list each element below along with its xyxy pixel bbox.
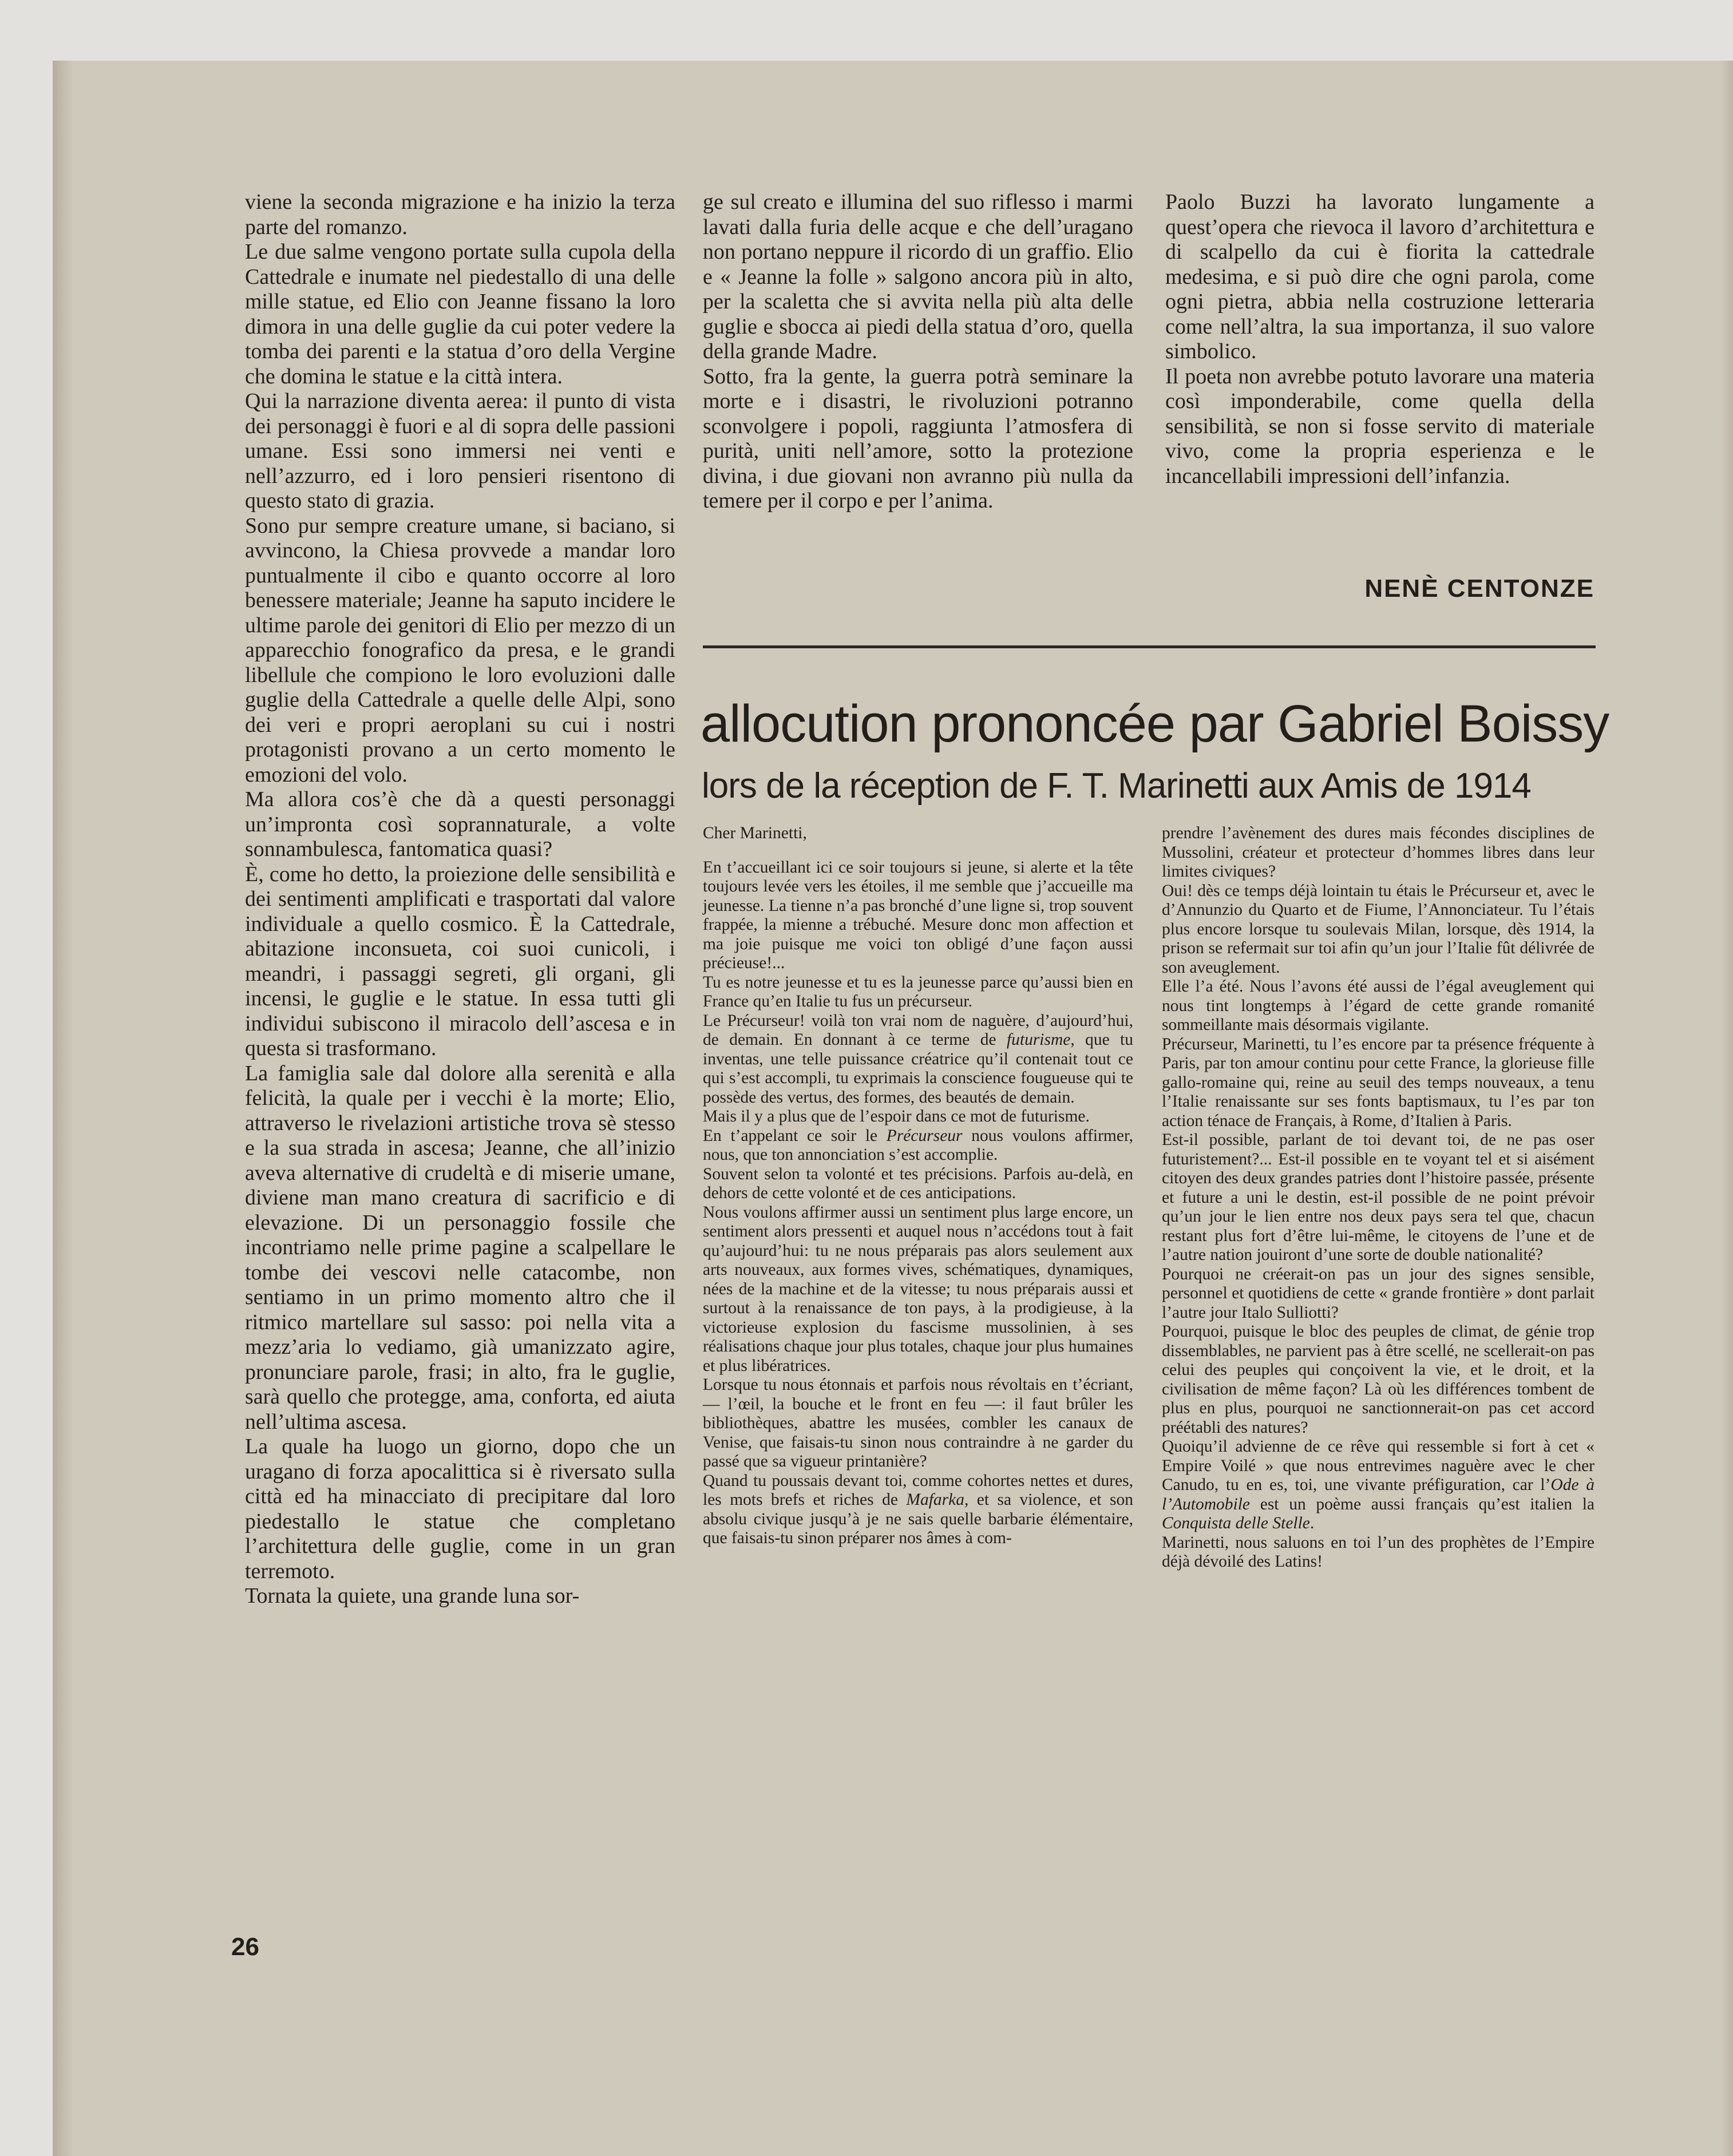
italian-column-2 bbox=[703, 190, 1133, 514]
salutation: Cher Marinetti, bbox=[703, 824, 807, 842]
paragraph: Pourquoi ne créerait-on pas un jour des signes sensible, personnel et quotidiens de cette « grande frontière » dont parlait l’autre jour Italo Sulliotti? bbox=[1162, 1265, 1594, 1322]
article-headline: allocution prononcée par Gabriel Boissy bbox=[701, 695, 1609, 753]
paragraph: Quoiqu’il advienne de ce rêve qui ressemble si fort à cet « Empire Voilé » que nous entrevimes naguère avec le cher Canudo, tu en es, toi, une vivante préfiguration, car l’Ode à l’Automobile est un poème aussi français qu’est italien la Conquista delle Stelle. bbox=[1162, 1437, 1594, 1532]
paragraph: Souvent selon ta volonté et tes précisions. Parfois au-delà, en dehors de cette volonté et de ces anticipations. bbox=[703, 1164, 1133, 1202]
paragraph: Sotto, fra la gente, la guerra potrà seminare la morte e i disastri, le rivoluzioni potranno sconvolgere i popoli, raggiunta l’atmosfera di purità, uniti nell’amore, sotto la protezione divina, i due giovani non avranno più nulla da temere per il corpo e per l’anima. bbox=[703, 364, 1133, 513]
paragraph: En t’accueillant ici ce soir toujours si jeune, si alerte et la tête toujours levée vers les étoiles, il me semble que j’accueille ma jeunesse. La tienne n’a pas bronché d’une ligne si, trop souvent frappée, la mienne a trébuché. Mesure donc mon affection et ma joie puisque me voici ton obligé d’une façon aussi précieuse!... bbox=[703, 858, 1133, 972]
italian-column-1 bbox=[245, 190, 675, 1609]
paragraph: La quale ha luogo un giorno, dopo che un uragano di forza apocalittica si è riversato sulla città ed ha minacciato di precipitare dal loro piedestallo le statue che completano l’architettura delle guglie, come in un gran terremoto. bbox=[245, 1434, 675, 1583]
paragraph: Il poeta non avrebbe potuto lavorare una materia così imponderabile, come quella della sensibilità, se non si fosse servito di materiale vivo, come la propria esperienza e le incancellabili impressioni dell’infanzia. bbox=[1165, 364, 1594, 488]
page-number: 26 bbox=[231, 1933, 259, 1961]
paragraph: La famiglia sale dal dolore alla serenità e alla felicità, la quale per i vecchi è la morte; Elio, attraverso le rivelazioni artistiche trova sè stesso e la sua strada in ascesa; Jeanne, che all’inizio aveva alternative di crudeltà e di miserie umane, diviene man mano creatura di sacrificio e di elevazione. Di un personaggio fossile che incontriamo nelle prime pagine a scalpellare le tombe dei vescovi nelle catacombe, non sentiamo in un primo momento altro che il ritmico martellare sul sasso: poi nella vita a mezz’aria lo vediamo, già umanizzato agire, pronunciare parole, frasi; in alto, fra le guglie, sarà quello che protegge, ama, conforta, ed aiuta nell’ultima ascesa. bbox=[245, 1061, 675, 1434]
paragraph: En t’appelant ce soir le Précurseur nous voulons affirmer, nous, que ton annonciation s’est accomplie. bbox=[703, 1126, 1133, 1164]
paragraph: Marinetti, nous saluons en toi l’un des prophètes de l’Empire déjà dévoilé des Latins! bbox=[1162, 1533, 1594, 1571]
binding-spine bbox=[56, 61, 73, 2156]
paragraph: Tornata la quiete, una grande luna sor- bbox=[245, 1584, 580, 1608]
french-column-2 bbox=[1162, 824, 1594, 1572]
paragraph: viene la seconda migrazione e ha inizio la terza parte del romanzo. bbox=[245, 190, 675, 239]
paragraph: Sono pur sempre creature umane, si baciano, si avvincono, la Chiesa provvede a mandar loro puntualmente il cibo e quanto occorre al loro benessere materiale; Jeanne ha saputo incidere le ultime parole dei genitori di Elio per mezzo di un apparecchio fonografico da presa, e le grandi libellule che compiono le loro evoluzioni dalle guglie della Cattedrale a quelle delle Alpi, sono dei veri e propri aeroplani su cui i nostri protagonisti provano a un certo momento le emozioni del volo. bbox=[245, 513, 675, 787]
paragraph: Paolo Buzzi ha lavorato lungamente a quest’opera che rievoca il lavoro d’architettura e di scalpello da cui è fiorita la cattedrale medesima, e si può dire che ogni parola, come ogni pietra, abbia nella costruzione letteraria come nell’altra, la sua importanza, il suo valore simbolico. bbox=[1165, 190, 1594, 363]
paragraph: Le due salme vengono portate sulla cupola della Cattedrale e inumate nel piedestallo di una delle mille statue, ed Elio con Jeanne fissano la loro dimora in una delle guglie da cui poter vedere la tomba dei parenti e la statua d’oro della Vergine che domina le statue e la città intera. bbox=[245, 240, 675, 389]
article-subheadline: lors de la réception de F. T. Marinetti aux Amis de 1914 bbox=[702, 766, 1531, 806]
paragraph: Précurseur, Marinetti, tu l’es encore par ta présence fréquente à Paris, par ton amour continu pour cette France, la glorieuse fille gallo-romaine qui, reine au seuil des temps nouveaux, a tenu l’Italie renaissante sur ses fonts baptismaux, tu l’es par ton action ténace de Français, à Rome, d’Italien à Paris. bbox=[1162, 1035, 1594, 1130]
paragraph: È, come ho detto, la proiezione delle sensibilità e dei sentimenti amplificati e trasportati dal valore individuale a quello cosmico. È la Cattedrale, abitazione inconsueta, coi suoi cunicoli, i meandri, i passaggi segreti, gli organi, gli incensi, le guglie e le statue. In essa tutti gli individui subiscono il miracolo dell’ascesa e in questa si trasformano. bbox=[245, 862, 675, 1060]
paragraph: prendre l’avènement des dures mais fécondes disciplines de Mussolini, créateur et protecteur d’hommes libres dans leur limites civiques? bbox=[1162, 824, 1594, 881]
page-edge bbox=[1720, 61, 1733, 2156]
paragraph: Ma allora cos’è che dà a questi personaggi un’impronta così soprannaturale, a volte sonnambulesca, fantomatica quasi? bbox=[245, 787, 675, 861]
paragraph: Quand tu poussais devant toi, comme cohortes nettes et dures, les mots brefs et riches de Mafarka, et sa violence, et son absolu civique jusqu’à je ne sais quelle barbarie élémentaire, que faisais-tu sinon préparer nos âmes à com- bbox=[703, 1471, 1134, 1547]
paragraph: Elle l’a été. Nous l’avons été aussi de l’égal aveuglement qui nous tint longtemps à l’égard de cette grande romanité sommeillante mais désormais vigilante. bbox=[1162, 977, 1594, 1034]
paragraph: ge sul creato e illumina del suo riflesso i marmi lavati dalla furia delle acque e che dell’uragano non portano neppure il ricordo di un graffio. Elio e « Jeanne la folle » salgono ancora più in alto, per la scaletta che si avvita nella più alta delle guglie e sbocca ai piedi della statua d’oro, quella della grande Madre. bbox=[703, 190, 1133, 363]
paragraph: Qui la narrazione diventa aerea: il punto di vista dei personaggi è fuori e al di sopra delle passioni umane. Essi sono immersi nei venti e nell’azzurro, ed i loro pensieri risentono di questo stato di grazia. bbox=[245, 389, 675, 513]
paragraph: Pourquoi, puisque le bloc des peuples de climat, de génie trop dissemblables, ne parvient pas à être scellé, ne scellerait-on pas celui des peuples qui conçoivent la vie, et le droit, et la civilisation de même façon? Là où les différences tombent de plus en plus, pourquoi ne sanctionnerait-on pas cet accord préétabli des natures? bbox=[1162, 1322, 1594, 1437]
italian-column-3 bbox=[1165, 190, 1594, 489]
paragraph: Mais il y a plus que de l’espoir dans ce mot de futurisme. bbox=[703, 1107, 1090, 1125]
paragraph: Lorsque tu nous étonnais et parfois nous révoltais en t’écriant, — l’œil, la bouche et le front en feu —: il faut brûler les bibliothèques, abattre les musées, combler les canaux de Venise, que faisais-tu sinon nous contraindre à ne garder du passé que sa vigueur printanière? bbox=[703, 1376, 1133, 1471]
paragraph: Le Précurseur! voilà ton vrai nom de naguère, d’aujourd’hui, de demain. En donnant à ce terme de futurisme, que tu inventas, une telle puissance créatrice qu’il contenait tout ce qui s’est accompli, tu exprimais la conscience fougueuse qui te possède des vertus, des formes, des beautés de demain. bbox=[703, 1011, 1133, 1107]
section-divider bbox=[703, 645, 1596, 648]
french-column-1 bbox=[703, 824, 1133, 1548]
paragraph: Est-il possible, parlant de toi devant toi, de ne pas oser futuristement?... Est-il possible en te voyant tel et si aisément citoyen des deux grandes patries dont l’histoire passée, présente et future a uni le destin, est-il possible de ne point prévoir qu’un jour le lien entre nos deux pays sera tel que, chacun restant plus fort d’être lui-même, le citoyens de l’une et de l’autre nation jouiront d’une sorte de double nationalité? bbox=[1162, 1131, 1594, 1264]
author-signature: NENÈ CENTONZE bbox=[1364, 574, 1594, 603]
paragraph: Nous voulons affirmer aussi un sentiment plus large encore, un sentiment alors pressenti et auquel nous n’accédons tout à fait qu’aujourd’hui: tu ne nous préparais pas alors seulement aux arts nouveaux, aux formes vives, schématiques, dynamiques, nées de la machine et de la vitesse; tu nous préparais aussi et surtout à la renaissance de ton pays, à la prodigieuse, à la victorieuse explosion du fascisme mussolinien, à ses réalisations chaque jour plus totales, chaque jour plus humaines et plus libératrices. bbox=[703, 1203, 1133, 1375]
paragraph: Oui! dès ce temps déjà lointain tu étais le Précurseur et, avec le d’Annunzio du Quarto et de Fiume, l’Annonciateur. Tu l’étais plus encore lorsque tu soulevais Milan, lorsque, dès 1914, la prison se refermait sur toi afin qu’un jour l’Italie fût délivrée de son aveuglement. bbox=[1162, 881, 1594, 977]
paragraph: Tu es notre jeunesse et tu es la jeunesse parce qu’aussi bien en France qu’en Italie tu fus un précurseur. bbox=[703, 973, 1133, 1010]
